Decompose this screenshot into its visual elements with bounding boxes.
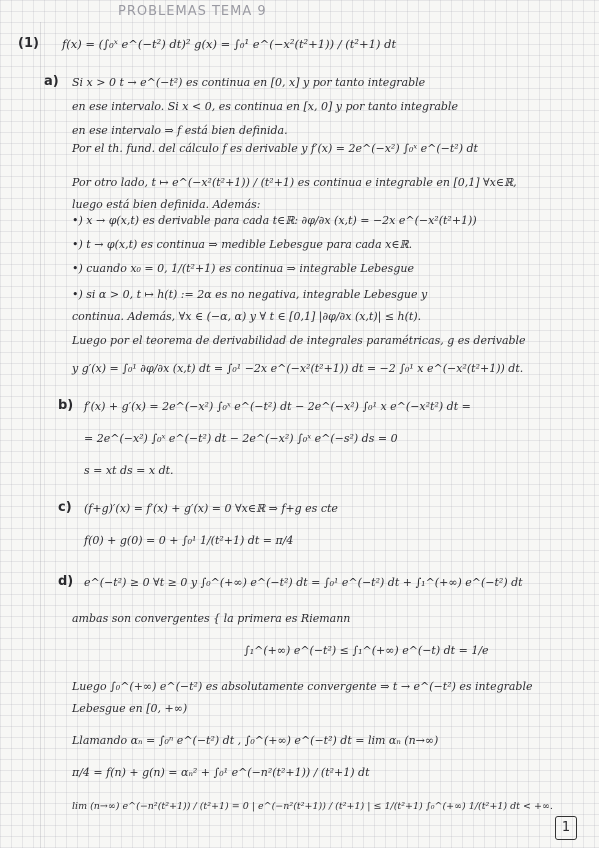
section-d-line: Lebesgue en [0, +∞) (72, 702, 188, 715)
section-a-line: continua. Además, ∀x ∈ (−α, α) y ∀ t ∈ [0,1] |∂φ/∂x (x,t)| ≤ h(t). (72, 310, 422, 323)
section-c-line: f(0) + g(0) = 0 + ∫₀¹ 1/(t²+1) dt = π/4 (84, 534, 294, 547)
section-a-line: Por otro lado, t ↦ e^(−x²(t²+1)) / (t²+1) es continua e integrable en [0,1] ∀x∈ℝ, (72, 176, 517, 189)
section-d-label: d) (58, 574, 74, 589)
section-b-line: f′(x) + g′(x) = 2e^(−x²) ∫₀ˣ e^(−t²) dt − 2e^(−x²) ∫₀¹ x e^(−x²t²) dt = (84, 400, 471, 413)
section-d-line: π/4 = f(n) + g(n) = αₙ² + ∫₀¹ e^(−n²(t²+1)) / (t²+1) dt (72, 766, 370, 779)
section-b-line: = 2e^(−x²) ∫₀ˣ e^(−t²) dt − 2e^(−x²) ∫₀ˣ e^(−s²) ds = 0 (84, 432, 398, 445)
section-a-line: en ese intervalo ⇒ f está bien definida. (72, 124, 288, 137)
section-a-line: luego está bien definida. Además: (72, 198, 261, 211)
section-b-label: b) (58, 398, 74, 413)
section-a-line: •) x → φ(x,t) es derivable para cada t∈ℝ: ∂φ/∂x (x,t) = −2x e^(−x²(t²+1)) (72, 214, 477, 227)
section-c-label: c) (58, 500, 72, 515)
section-d-line: ambas son convergentes { la primera es Riemann (72, 612, 351, 625)
section-a-line: •) t → φ(x,t) es continua ⇒ medible Lebesgue para cada x∈ℝ. (72, 238, 413, 251)
section-b-line: s = xt ds = x dt. (84, 464, 174, 477)
section-a-line: •) cuando x₀ = 0, 1/(t²+1) es continua ⇒ integrable Lebesgue (72, 262, 414, 275)
section-a-label: a) (44, 74, 59, 89)
section-a-line: Luego por el teorema de derivabilidad de integrales paramétricas, g es derivable (72, 334, 526, 347)
header-formula: f(x) = (∫₀ˣ e^(−t²) dt)² g(x) = ∫₀¹ e^(−x²(t²+1)) / (t²+1) dt (62, 37, 397, 51)
problem-number: (1) (18, 36, 39, 51)
section-a-line: y g′(x) = ∫₀¹ ∂φ/∂x (x,t) dt = ∫₀¹ −2x e^(−x²(t²+1)) dt = −2 ∫₀¹ x e^(−x²(t²+1)) dt. (72, 362, 524, 375)
section-d-line: ∫₁^(+∞) e^(−t²) ≤ ∫₁^(+∞) e^(−t) dt = 1/e (244, 644, 489, 657)
section-a-line: Si x > 0 t → e^(−t²) es continua en [0, x] y por tanto integrable (72, 76, 426, 89)
page-number: 1 (555, 816, 577, 840)
margin-line (40, 22, 41, 848)
section-d-line: Luego ∫₀^(+∞) e^(−t²) es absolutamente convergente ⇒ t → e^(−t²) es integrable (72, 680, 533, 693)
section-a-line: en ese intervalo. Si x < 0, es continua en [x, 0] y por tanto integrable (72, 100, 458, 113)
section-d-line: lim (n→∞) e^(−n²(t²+1)) / (t²+1) = 0 | e^(−n²(t²+1)) / (t²+1) | ≤ 1/(t²+1) ∫₀^(+∞) 1/(t²+1) dt < +∞. (72, 801, 553, 812)
section-c-line: (f+g)′(x) = f′(x) + g′(x) = 0 ∀x∈ℝ ⇒ f+g es cte (84, 502, 338, 515)
section-a-line: •) si α > 0, t ↦ h(t) := 2α es no negativa, integrable Lebesgue y (72, 288, 428, 301)
page-title: PROBLEMAS TEMA 9 (118, 4, 267, 19)
section-a-line: Por el th. fund. del cálculo f es derivable y f′(x) = 2e^(−x²) ∫₀ˣ e^(−t²) dt (72, 142, 478, 155)
section-d-line: e^(−t²) ≥ 0 ∀t ≥ 0 y ∫₀^(+∞) e^(−t²) dt = ∫₀¹ e^(−t²) dt + ∫₁^(+∞) e^(−t²) dt (84, 576, 523, 589)
section-d-line: Llamando αₙ = ∫₀ⁿ e^(−t²) dt , ∫₀^(+∞) e^(−t²) dt = lim αₙ (n→∞) (72, 734, 439, 747)
